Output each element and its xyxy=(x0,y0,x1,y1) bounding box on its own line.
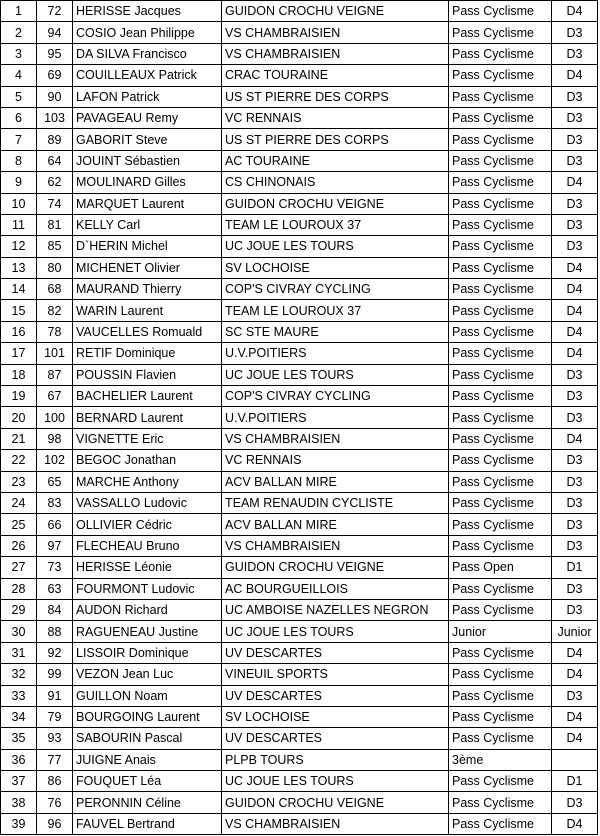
rank-cell: 13 xyxy=(1,257,37,278)
rank-cell: 39 xyxy=(1,813,37,834)
dossard-cell: 98 xyxy=(37,428,73,449)
category-cell: Pass Cyclisme xyxy=(449,343,552,364)
club-cell: UC JOUE LES TOURS xyxy=(222,364,449,385)
table-row xyxy=(1,642,598,663)
table-row xyxy=(1,428,598,449)
category-cell: Pass Cyclisme xyxy=(449,535,552,556)
rank-cell: 22 xyxy=(1,450,37,471)
rider-name-cell: JOUINT Sébastien xyxy=(73,150,222,171)
division-cell: D3 xyxy=(552,386,598,407)
category-cell: Pass Cyclisme xyxy=(449,514,552,535)
dossard-cell: 80 xyxy=(37,257,73,278)
table-row xyxy=(1,43,598,64)
club-cell: UV DESCARTES xyxy=(222,728,449,749)
club-cell: GUIDON CROCHU VEIGNE xyxy=(222,1,449,22)
category-cell: Pass Cyclisme xyxy=(449,22,552,43)
club-cell: U.V.POITIERS xyxy=(222,407,449,428)
rider-name-cell: COUILLEAUX Patrick xyxy=(73,65,222,86)
dossard-cell: 97 xyxy=(37,535,73,556)
category-cell: Pass Cyclisme xyxy=(449,664,552,685)
rank-cell: 16 xyxy=(1,321,37,342)
table-row xyxy=(1,492,598,513)
division-cell: D3 xyxy=(552,407,598,428)
rank-cell: 29 xyxy=(1,599,37,620)
table-row xyxy=(1,706,598,727)
table-row xyxy=(1,214,598,235)
rank-cell: 4 xyxy=(1,65,37,86)
club-cell: US ST PIERRE DES CORPS xyxy=(222,86,449,107)
division-cell: D3 xyxy=(552,578,598,599)
dossard-cell: 95 xyxy=(37,43,73,64)
dossard-cell: 79 xyxy=(37,706,73,727)
rank-cell: 32 xyxy=(1,664,37,685)
table-row xyxy=(1,407,598,428)
division-cell: D4 xyxy=(552,321,598,342)
rider-name-cell: BEGOC Jonathan xyxy=(73,450,222,471)
dossard-cell: 72 xyxy=(37,1,73,22)
dossard-cell: 68 xyxy=(37,279,73,300)
club-cell: SV LOCHOISE xyxy=(222,257,449,278)
rank-cell: 11 xyxy=(1,214,37,235)
dossard-cell: 76 xyxy=(37,792,73,813)
table-row xyxy=(1,86,598,107)
category-cell: Pass Cyclisme xyxy=(449,172,552,193)
rank-cell: 20 xyxy=(1,407,37,428)
table-row xyxy=(1,557,598,578)
results-table-body xyxy=(1,1,598,835)
division-cell: D3 xyxy=(552,364,598,385)
dossard-cell: 81 xyxy=(37,214,73,235)
club-cell: VS CHAMBRAISIEN xyxy=(222,535,449,556)
rider-name-cell: POUSSIN Flavien xyxy=(73,364,222,385)
table-row xyxy=(1,22,598,43)
category-cell: Pass Cyclisme xyxy=(449,728,552,749)
rank-cell: 9 xyxy=(1,172,37,193)
table-row xyxy=(1,685,598,706)
table-row xyxy=(1,172,598,193)
rider-name-cell: FOUQUET Léa xyxy=(73,771,222,792)
table-row xyxy=(1,1,598,22)
table-row xyxy=(1,321,598,342)
rider-name-cell: PERONNIN Céline xyxy=(73,792,222,813)
division-cell: D4 xyxy=(552,813,598,834)
rider-name-cell: FLECHEAU Bruno xyxy=(73,535,222,556)
club-cell: COP'S CIVRAY CYCLING xyxy=(222,386,449,407)
club-cell: TEAM RENAUDIN CYCLISTE xyxy=(222,492,449,513)
division-cell: D3 xyxy=(552,236,598,257)
category-cell: Pass Cyclisme xyxy=(449,321,552,342)
rank-cell: 7 xyxy=(1,129,37,150)
club-cell: UC AMBOISE NAZELLES NEGRON xyxy=(222,599,449,620)
division-cell: D4 xyxy=(552,706,598,727)
category-cell: Pass Cyclisme xyxy=(449,642,552,663)
club-cell: UV DESCARTES xyxy=(222,685,449,706)
dossard-cell: 89 xyxy=(37,129,73,150)
dossard-cell: 66 xyxy=(37,514,73,535)
category-cell: Pass Cyclisme xyxy=(449,386,552,407)
dossard-cell: 77 xyxy=(37,749,73,770)
club-cell: ACV BALLAN MIRE xyxy=(222,514,449,535)
club-cell: GUIDON CROCHU VEIGNE xyxy=(222,792,449,813)
division-cell: D4 xyxy=(552,279,598,300)
club-cell: AC BOURGUEILLOIS xyxy=(222,578,449,599)
rider-name-cell: MAURAND Thierry xyxy=(73,279,222,300)
rider-name-cell: VIGNETTE Eric xyxy=(73,428,222,449)
rider-name-cell: PAVAGEAU Remy xyxy=(73,107,222,128)
division-cell: D4 xyxy=(552,65,598,86)
club-cell: TEAM LE LOUROUX 37 xyxy=(222,300,449,321)
rider-name-cell: COSIO Jean Philippe xyxy=(73,22,222,43)
division-cell: D4 xyxy=(552,343,598,364)
club-cell: AC TOURAINE xyxy=(222,150,449,171)
club-cell: US ST PIERRE DES CORPS xyxy=(222,129,449,150)
category-cell: Pass Cyclisme xyxy=(449,86,552,107)
rank-cell: 26 xyxy=(1,535,37,556)
rank-cell: 27 xyxy=(1,557,37,578)
club-cell: ACV BALLAN MIRE xyxy=(222,471,449,492)
category-cell: Pass Cyclisme xyxy=(449,129,552,150)
club-cell: U.V.POITIERS xyxy=(222,343,449,364)
dossard-cell: 90 xyxy=(37,86,73,107)
rider-name-cell: JUIGNE Anais xyxy=(73,749,222,770)
club-cell: CRAC TOURAINE xyxy=(222,65,449,86)
dossard-cell: 87 xyxy=(37,364,73,385)
rider-name-cell: HERISSE Jacques xyxy=(73,1,222,22)
category-cell: Pass Cyclisme xyxy=(449,43,552,64)
category-cell: Pass Cyclisme xyxy=(449,492,552,513)
rank-cell: 15 xyxy=(1,300,37,321)
division-cell: D3 xyxy=(552,514,598,535)
rank-cell: 34 xyxy=(1,706,37,727)
category-cell: 3ème xyxy=(449,749,552,770)
rank-cell: 19 xyxy=(1,386,37,407)
table-row xyxy=(1,364,598,385)
rank-cell: 12 xyxy=(1,236,37,257)
rank-cell: 24 xyxy=(1,492,37,513)
club-cell: PLPB TOURS xyxy=(222,749,449,770)
division-cell xyxy=(552,749,598,770)
division-cell: D4 xyxy=(552,642,598,663)
table-row xyxy=(1,514,598,535)
dossard-cell: 69 xyxy=(37,65,73,86)
category-cell: Pass Cyclisme xyxy=(449,771,552,792)
division-cell: D4 xyxy=(552,300,598,321)
table-row xyxy=(1,535,598,556)
club-cell: VINEUIL SPORTS xyxy=(222,664,449,685)
category-cell: Pass Cyclisme xyxy=(449,706,552,727)
table-row xyxy=(1,813,598,834)
category-cell: Pass Cyclisme xyxy=(449,450,552,471)
table-row xyxy=(1,236,598,257)
table-row xyxy=(1,728,598,749)
dossard-cell: 103 xyxy=(37,107,73,128)
category-cell: Pass Cyclisme xyxy=(449,792,552,813)
rider-name-cell: HERISSE Léonie xyxy=(73,557,222,578)
division-cell: D4 xyxy=(552,1,598,22)
table-row xyxy=(1,193,598,214)
table-row xyxy=(1,107,598,128)
rider-name-cell: GABORIT Steve xyxy=(73,129,222,150)
rank-cell: 30 xyxy=(1,621,37,642)
division-cell: D3 xyxy=(552,107,598,128)
category-cell: Pass Cyclisme xyxy=(449,65,552,86)
rider-name-cell: VEZON Jean Luc xyxy=(73,664,222,685)
dossard-cell: 93 xyxy=(37,728,73,749)
division-cell: D3 xyxy=(552,471,598,492)
dossard-cell: 85 xyxy=(37,236,73,257)
rank-cell: 18 xyxy=(1,364,37,385)
division-cell: D4 xyxy=(552,172,598,193)
rider-name-cell: MICHENET Olivier xyxy=(73,257,222,278)
rider-name-cell: OLLIVIER Cédric xyxy=(73,514,222,535)
rank-cell: 5 xyxy=(1,86,37,107)
table-row xyxy=(1,300,598,321)
table-row xyxy=(1,664,598,685)
club-cell: GUIDON CROCHU VEIGNE xyxy=(222,557,449,578)
rank-cell: 36 xyxy=(1,749,37,770)
division-cell: D3 xyxy=(552,214,598,235)
club-cell: UV DESCARTES xyxy=(222,642,449,663)
category-cell: Pass Cyclisme xyxy=(449,578,552,599)
division-cell: D3 xyxy=(552,43,598,64)
dossard-cell: 74 xyxy=(37,193,73,214)
club-cell: SV LOCHOISE xyxy=(222,706,449,727)
category-cell: Pass Cyclisme xyxy=(449,364,552,385)
club-cell: VS CHAMBRAISIEN xyxy=(222,22,449,43)
category-cell: Pass Cyclisme xyxy=(449,214,552,235)
rider-name-cell: WARIN Laurent xyxy=(73,300,222,321)
club-cell: VS CHAMBRAISIEN xyxy=(222,428,449,449)
club-cell: CS CHINONAIS xyxy=(222,172,449,193)
rider-name-cell: DA SILVA Francisco xyxy=(73,43,222,64)
rank-cell: 25 xyxy=(1,514,37,535)
table-row xyxy=(1,792,598,813)
dossard-cell: 78 xyxy=(37,321,73,342)
rank-cell: 21 xyxy=(1,428,37,449)
club-cell: SC STE MAURE xyxy=(222,321,449,342)
rider-name-cell: FOURMONT Ludovic xyxy=(73,578,222,599)
table-row xyxy=(1,129,598,150)
category-cell: Pass Cyclisme xyxy=(449,236,552,257)
division-cell: D1 xyxy=(552,557,598,578)
rank-cell: 33 xyxy=(1,685,37,706)
table-row xyxy=(1,621,598,642)
rider-name-cell: GUILLON Noam xyxy=(73,685,222,706)
table-row xyxy=(1,386,598,407)
category-cell: Pass Cyclisme xyxy=(449,813,552,834)
division-cell: D1 xyxy=(552,771,598,792)
division-cell: D4 xyxy=(552,664,598,685)
category-cell: Pass Cyclisme xyxy=(449,599,552,620)
club-cell: GUIDON CROCHU VEIGNE xyxy=(222,193,449,214)
rider-name-cell: SABOURIN Pascal xyxy=(73,728,222,749)
table-row xyxy=(1,450,598,471)
rider-name-cell: D`HERIN Michel xyxy=(73,236,222,257)
rank-cell: 17 xyxy=(1,343,37,364)
category-cell: Pass Open xyxy=(449,557,552,578)
division-cell: D3 xyxy=(552,193,598,214)
category-cell: Pass Cyclisme xyxy=(449,685,552,706)
division-cell: D4 xyxy=(552,428,598,449)
dossard-cell: 92 xyxy=(37,642,73,663)
dossard-cell: 91 xyxy=(37,685,73,706)
club-cell: TEAM LE LOUROUX 37 xyxy=(222,214,449,235)
club-cell: VC RENNAIS xyxy=(222,450,449,471)
club-cell: COP'S CIVRAY CYCLING xyxy=(222,279,449,300)
dossard-cell: 86 xyxy=(37,771,73,792)
dossard-cell: 96 xyxy=(37,813,73,834)
division-cell: D3 xyxy=(552,450,598,471)
table-row xyxy=(1,771,598,792)
rank-cell: 1 xyxy=(1,1,37,22)
division-cell: D3 xyxy=(552,129,598,150)
club-cell: UC JOUE LES TOURS xyxy=(222,621,449,642)
division-cell: D3 xyxy=(552,86,598,107)
rider-name-cell: AUDON Richard xyxy=(73,599,222,620)
table-row xyxy=(1,279,598,300)
rider-name-cell: KELLY Carl xyxy=(73,214,222,235)
club-cell: UC JOUE LES TOURS xyxy=(222,236,449,257)
dossard-cell: 100 xyxy=(37,407,73,428)
division-cell: D3 xyxy=(552,599,598,620)
table-row xyxy=(1,471,598,492)
category-cell: Pass Cyclisme xyxy=(449,428,552,449)
category-cell: Pass Cyclisme xyxy=(449,407,552,428)
rider-name-cell: RETIF Dominique xyxy=(73,343,222,364)
rank-cell: 2 xyxy=(1,22,37,43)
rider-name-cell: LAFON Patrick xyxy=(73,86,222,107)
table-row xyxy=(1,150,598,171)
club-cell: VC RENNAIS xyxy=(222,107,449,128)
dossard-cell: 94 xyxy=(37,22,73,43)
dossard-cell: 102 xyxy=(37,450,73,471)
rider-name-cell: VASSALLO Ludovic xyxy=(73,492,222,513)
rider-name-cell: BACHELIER Laurent xyxy=(73,386,222,407)
table-row xyxy=(1,599,598,620)
dossard-cell: 88 xyxy=(37,621,73,642)
rank-cell: 10 xyxy=(1,193,37,214)
division-cell: D4 xyxy=(552,257,598,278)
table-row xyxy=(1,65,598,86)
category-cell: Pass Cyclisme xyxy=(449,300,552,321)
dossard-cell: 64 xyxy=(37,150,73,171)
rider-name-cell: BERNARD Laurent xyxy=(73,407,222,428)
division-cell: D3 xyxy=(552,685,598,706)
category-cell: Pass Cyclisme xyxy=(449,150,552,171)
dossard-cell: 84 xyxy=(37,599,73,620)
category-cell: Pass Cyclisme xyxy=(449,193,552,214)
category-cell: Junior xyxy=(449,621,552,642)
table-row xyxy=(1,578,598,599)
club-cell: VS CHAMBRAISIEN xyxy=(222,43,449,64)
division-cell: D3 xyxy=(552,492,598,513)
table-row xyxy=(1,749,598,770)
rider-name-cell: LISSOIR Dominique xyxy=(73,642,222,663)
rank-cell: 8 xyxy=(1,150,37,171)
division-cell: D3 xyxy=(552,535,598,556)
division-cell: D3 xyxy=(552,150,598,171)
dossard-cell: 65 xyxy=(37,471,73,492)
dossard-cell: 73 xyxy=(37,557,73,578)
dossard-cell: 63 xyxy=(37,578,73,599)
rank-cell: 35 xyxy=(1,728,37,749)
dossard-cell: 67 xyxy=(37,386,73,407)
club-cell: UC JOUE LES TOURS xyxy=(222,771,449,792)
dossard-cell: 82 xyxy=(37,300,73,321)
category-cell: Pass Cyclisme xyxy=(449,471,552,492)
rank-cell: 23 xyxy=(1,471,37,492)
rider-name-cell: BOURGOING Laurent xyxy=(73,706,222,727)
category-cell: Pass Cyclisme xyxy=(449,1,552,22)
rider-name-cell: VAUCELLES Romuald xyxy=(73,321,222,342)
rider-name-cell: FAUVEL Bertrand xyxy=(73,813,222,834)
rider-name-cell: MOULINARD Gilles xyxy=(73,172,222,193)
dossard-cell: 83 xyxy=(37,492,73,513)
rider-name-cell: RAGUENEAU Justine xyxy=(73,621,222,642)
dossard-cell: 101 xyxy=(37,343,73,364)
rank-cell: 37 xyxy=(1,771,37,792)
rider-name-cell: MARCHE Anthony xyxy=(73,471,222,492)
dossard-cell: 62 xyxy=(37,172,73,193)
category-cell: Pass Cyclisme xyxy=(449,107,552,128)
division-cell: Junior xyxy=(552,621,598,642)
rank-cell: 38 xyxy=(1,792,37,813)
division-cell: D4 xyxy=(552,728,598,749)
club-cell: VS CHAMBRAISIEN xyxy=(222,813,449,834)
category-cell: Pass Cyclisme xyxy=(449,257,552,278)
rank-cell: 6 xyxy=(1,107,37,128)
table-row xyxy=(1,343,598,364)
rank-cell: 31 xyxy=(1,642,37,663)
rank-cell: 3 xyxy=(1,43,37,64)
dossard-cell: 99 xyxy=(37,664,73,685)
rank-cell: 14 xyxy=(1,279,37,300)
category-cell: Pass Cyclisme xyxy=(449,279,552,300)
rank-cell: 28 xyxy=(1,578,37,599)
division-cell: D3 xyxy=(552,792,598,813)
division-cell: D3 xyxy=(552,22,598,43)
rider-name-cell: MARQUET Laurent xyxy=(73,193,222,214)
table-row xyxy=(1,257,598,278)
